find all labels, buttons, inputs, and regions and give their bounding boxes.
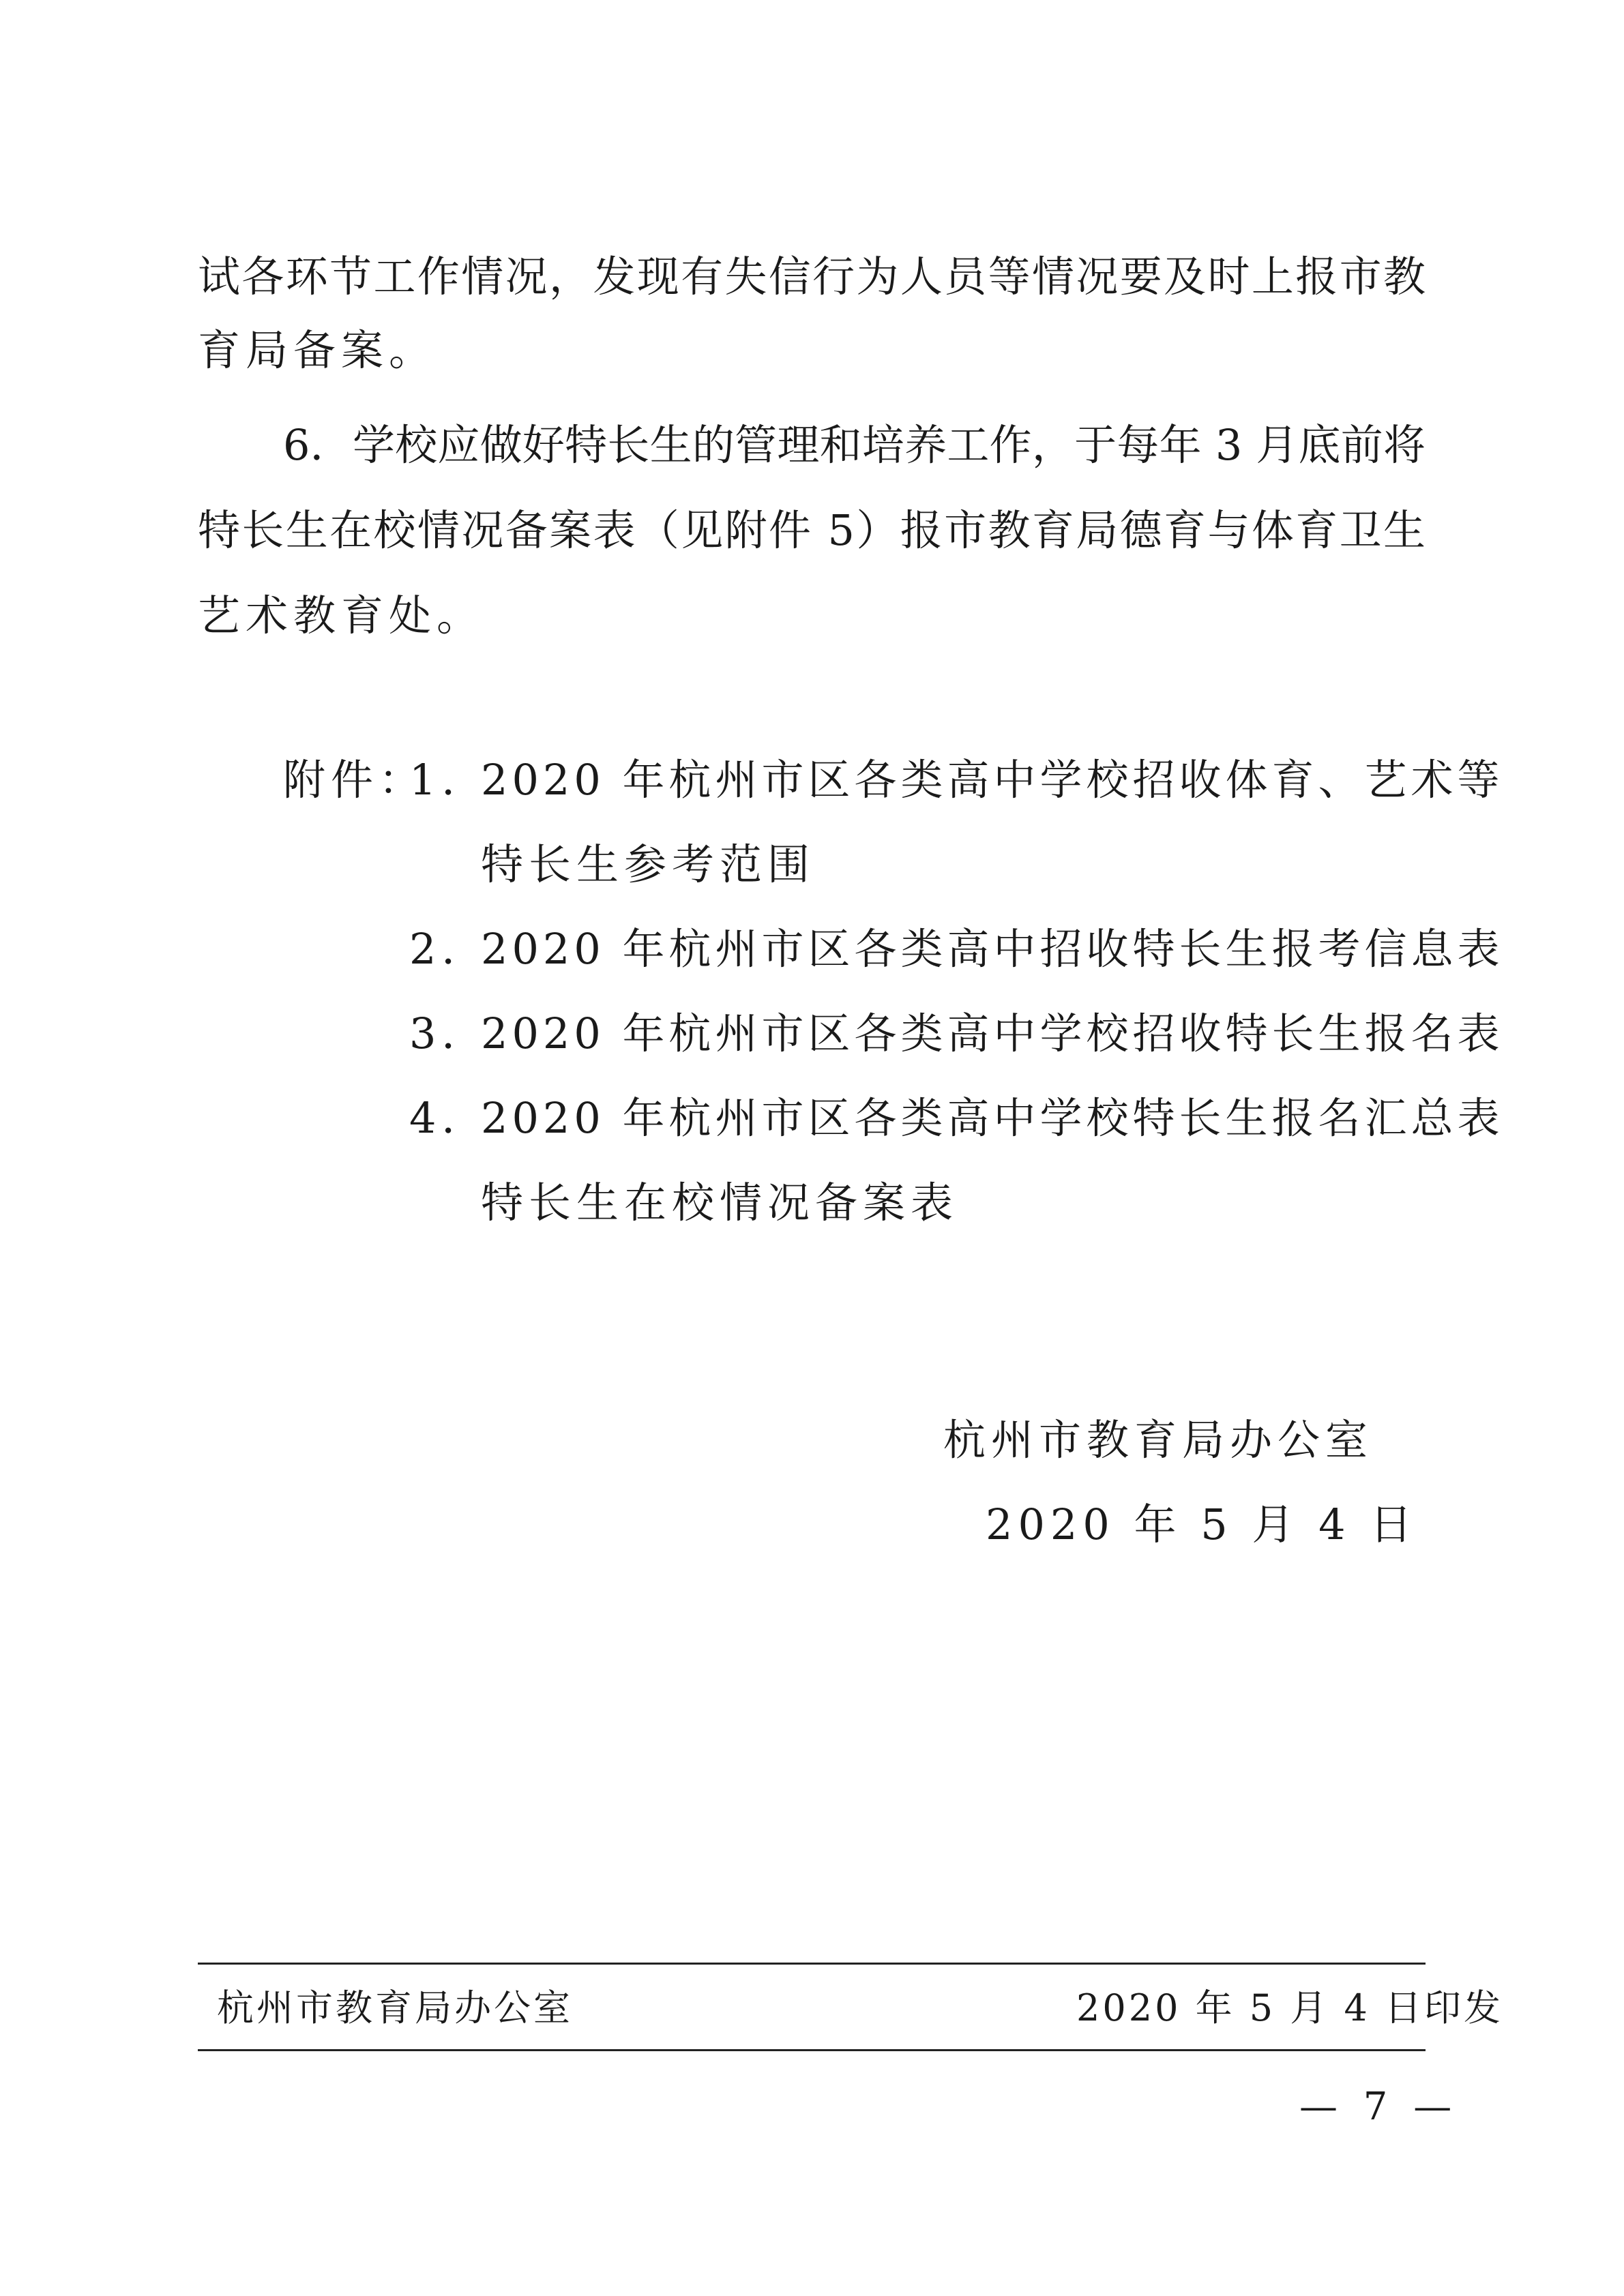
footer-bottom-rule [198, 2049, 1426, 2051]
signature-date: 2020 年 5 月 4 日 [986, 1500, 1418, 1549]
body-para2-line3: 艺术教育处。 [198, 591, 485, 640]
attachment-number: 1． [409, 755, 490, 805]
body-para2-line2: 特长生在校情况备案表（见附件 5）报市教育局德育与体育卫生 [198, 505, 1426, 555]
attachment-number: 4． [409, 1093, 490, 1143]
attachment-title: 2020 年杭州市区各类高中学校招收体育、艺术等 [481, 755, 1504, 805]
attachment-number: 2． [409, 924, 490, 974]
body-para2-line1: 6．学校应做好特长生的管理和培养工作，于每年 3 月底前将 [283, 420, 1426, 470]
attachments-label: 附件： [283, 755, 427, 805]
attachment-extra-line: 特长生在校情况备案表 [481, 1178, 959, 1227]
attachment-number: 3． [409, 1009, 490, 1058]
footer-issued-date: 2020 年 5 月 4 日印发 [1076, 1986, 1503, 2029]
page-number: — 7 — [1299, 2085, 1459, 2129]
attachment-title: 2020 年杭州市区各类高中学校招收特长生报名表 [481, 1009, 1504, 1058]
signature-org: 杭州市教育局办公室 [943, 1415, 1374, 1465]
attachment-title: 2020 年杭州市区各类高中招收特长生报考信息表 [481, 924, 1504, 974]
body-para1-line1: 试各环节工作情况，发现有失信行为人员等情况要及时上报市教 [198, 252, 1426, 301]
body-para1-line2: 育局备案。 [198, 325, 437, 375]
attachment-title-continued: 特长生参考范围 [481, 839, 816, 889]
footer-top-rule [198, 1963, 1426, 1965]
attachment-title: 2020 年杭州市区各类高中学校特长生报名汇总表 [481, 1093, 1504, 1143]
footer-org: 杭州市教育局办公室 [217, 1986, 573, 2029]
